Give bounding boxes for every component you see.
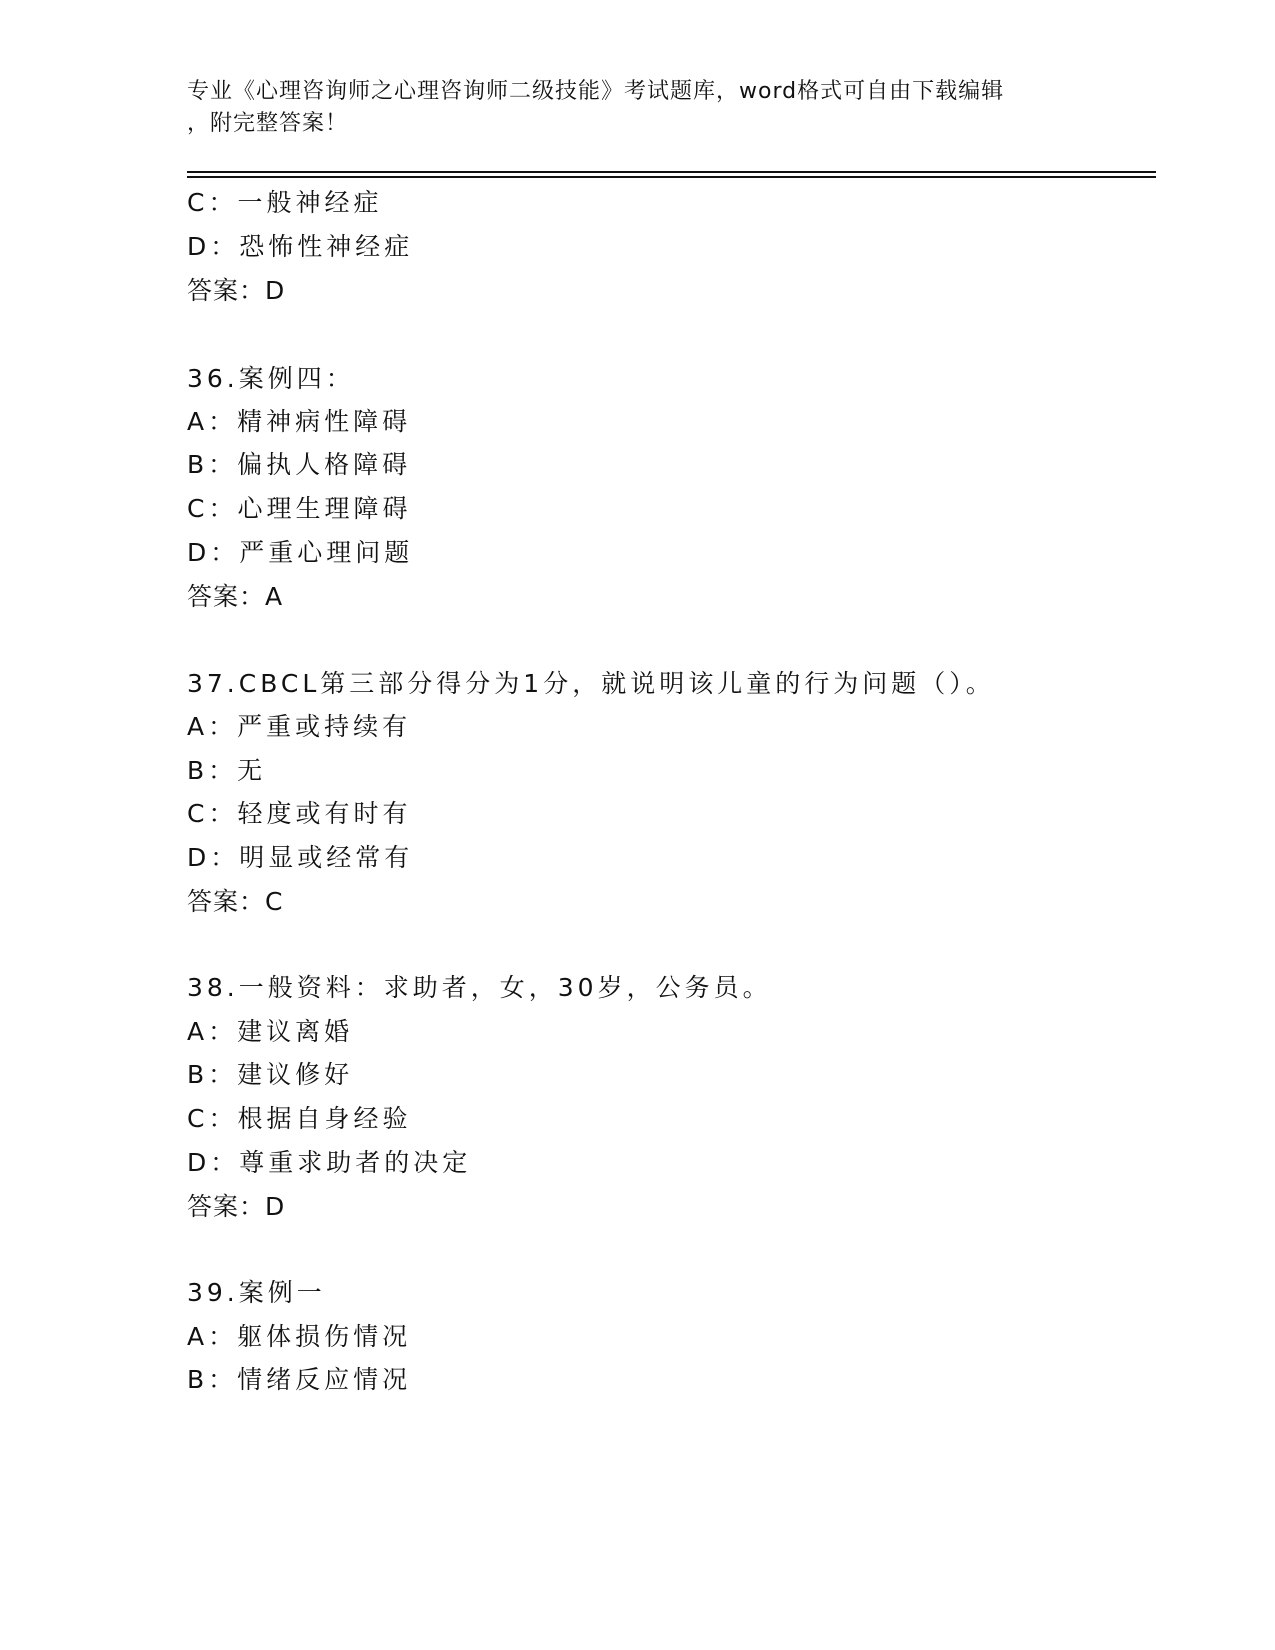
document-header [187,76,1087,140]
q38-option-b: B：建议修好 [187,1060,354,1089]
q37-option-a: A：严重或持续有 [187,712,412,741]
q37-answer: 答案：C [187,887,284,916]
prev-option-d: D：恐怖性神经症 [187,232,414,261]
q37-option-d: D：明显或经常有 [187,843,414,872]
q38-option-c: C：根据自身经验 [187,1104,412,1133]
q36-option-d: D：严重心理问题 [187,538,414,567]
q38-answer: 答案：D [187,1192,286,1221]
q39-option-b: B：情绪反应情况 [187,1365,412,1394]
q39-option-a: A：躯体损伤情况 [187,1322,412,1351]
q39-question: 39.案例一 [187,1278,326,1307]
q38-option-a: A：建议离婚 [187,1017,354,1046]
q36-option-c: C：心理生理障碍 [187,494,412,523]
prev-answer: 答案：D [187,276,286,305]
header-rule-top [187,171,1156,173]
q37-option-b: B：无 [187,756,267,785]
header-rule-bottom [187,176,1156,178]
header-line-2: ，附完整答案！ [187,111,349,136]
prev-option-c: C：一般神经症 [187,188,383,217]
q37-question: 37.CBCL第三部分得分为1分，就说明该儿童的行为问题（）。 [187,669,995,698]
header-line-1: 专业《心理咨询师之心理咨询师二级技能》考试题库，word格式可自由下载编辑 [187,79,1005,104]
q36-question: 36.案例四： [187,364,355,393]
q38-question: 38.一般资料：求助者，女，30岁，公务员。 [187,973,772,1002]
q36-answer: 答案：A [187,582,284,611]
q38-option-d: D：尊重求助者的决定 [187,1148,472,1177]
q36-option-a: A：精神病性障碍 [187,407,412,436]
q37-option-c: C：轻度或有时有 [187,799,412,828]
q36-option-b: B：偏执人格障碍 [187,450,412,479]
